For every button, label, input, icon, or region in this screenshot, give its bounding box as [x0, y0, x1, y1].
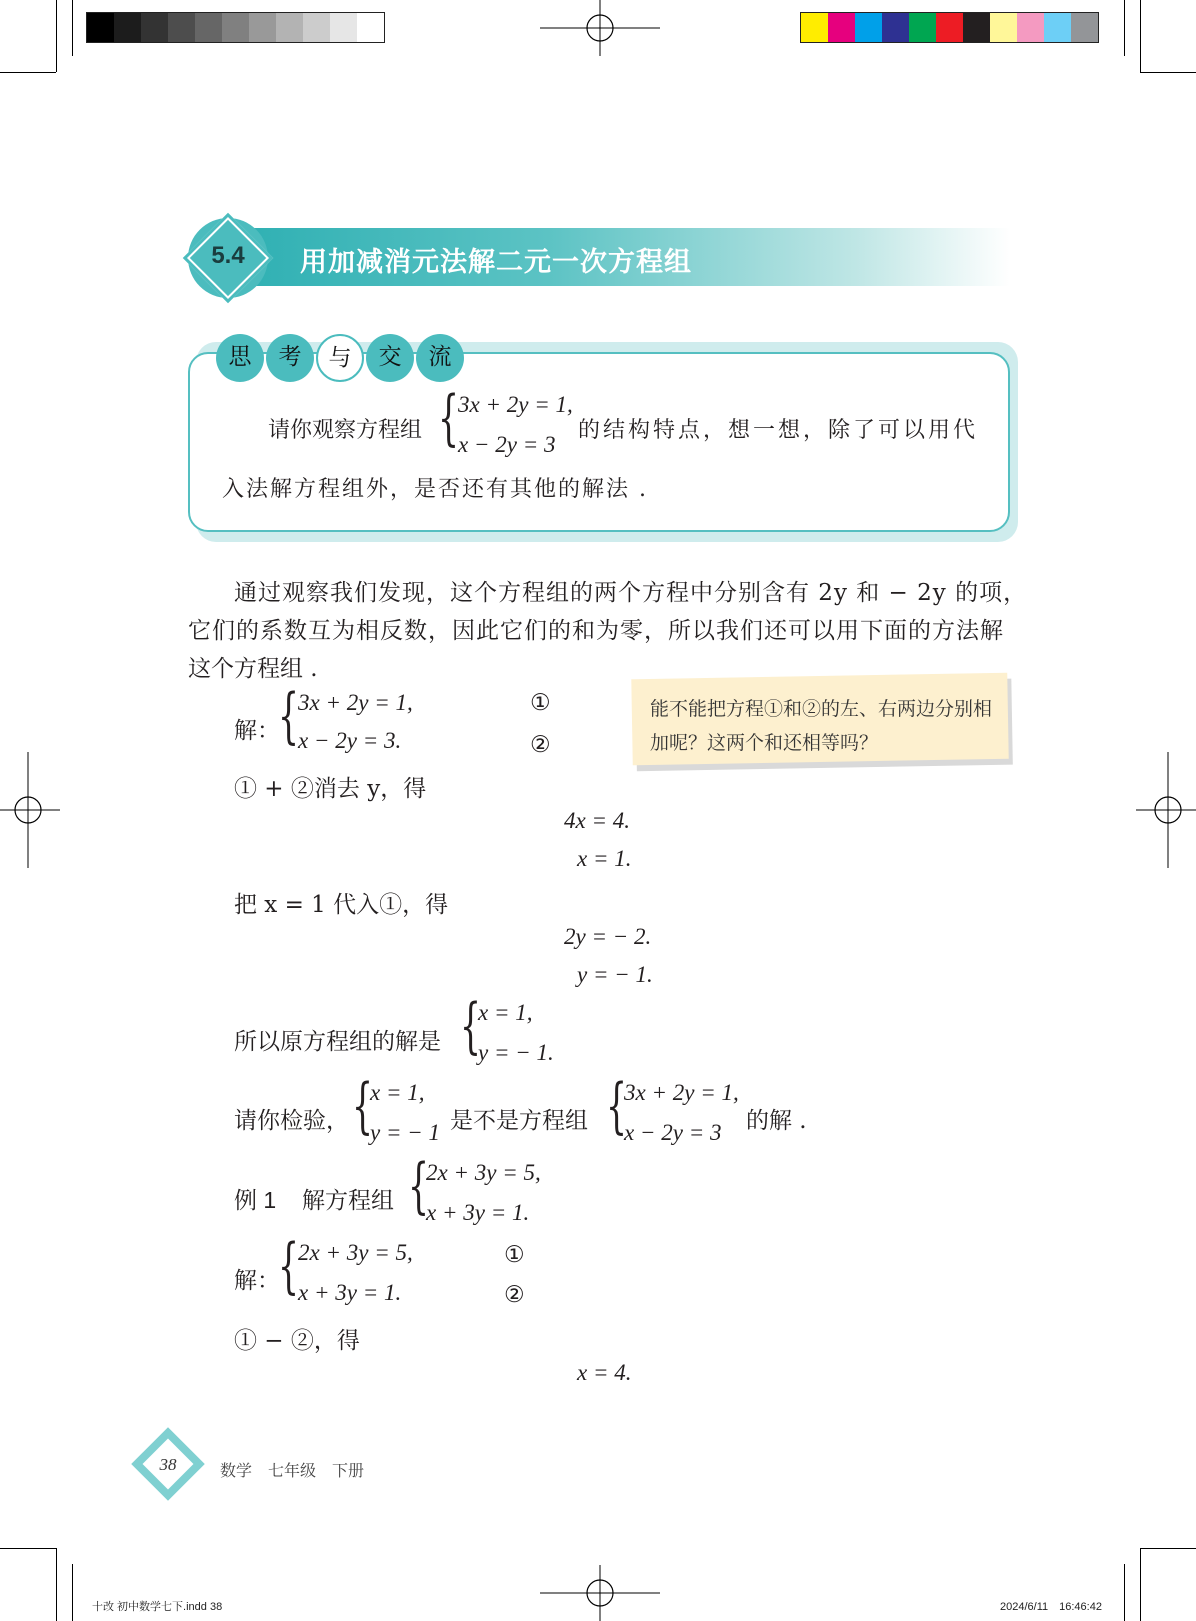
- gray-swatch: [222, 13, 249, 42]
- conclusion-eq2: y = − 1.: [478, 1040, 554, 1065]
- registration-mark-left: [0, 752, 60, 868]
- registration-mark-right: [1136, 752, 1196, 868]
- conclusion-eq1: x = 1,: [478, 1000, 533, 1025]
- think-line1-post: 的结构特点，想一想，除了可以用代: [578, 418, 979, 443]
- gray-swatch: [87, 13, 114, 42]
- result-4x: 4x = 4.: [564, 808, 630, 833]
- think-line2: 入法解方程组外，是否还有其他的解法 .: [222, 477, 648, 502]
- grayscale-color-bar: [86, 12, 385, 43]
- example-task: 解方程组: [302, 1188, 394, 1214]
- example-step: ① − ②，得: [234, 1328, 360, 1354]
- gray-swatch: [249, 13, 276, 42]
- conclusion-text: 所以原方程组的解是: [234, 1029, 441, 1055]
- color-swatch: [936, 13, 963, 42]
- registration-mark-bottom: [540, 1565, 660, 1621]
- paragraph-line-1: 通过观察我们发现，这个方程组的两个方程中分别含有 2y 和 − 2y 的项，: [234, 580, 1028, 606]
- section-title: 用加减消元法解二元一次方程组: [300, 247, 692, 277]
- think-badge-1: 思: [216, 334, 264, 382]
- check-eq2: y = − 1: [370, 1120, 440, 1145]
- slug-timestamp: 2024/6/11 16:46:42: [1000, 1601, 1102, 1613]
- color-swatch: [801, 13, 828, 42]
- gray-swatch: [195, 13, 222, 42]
- check-system-eq2: x − 2y = 3: [624, 1120, 722, 1145]
- equation-mark-1: ①: [530, 690, 551, 716]
- paragraph-line-3: 这个方程组 .: [188, 656, 318, 682]
- color-swatch: [1017, 13, 1044, 42]
- color-swatch: [990, 13, 1017, 42]
- example-mark-1: ①: [504, 1242, 525, 1268]
- cmyk-color-bar: [800, 12, 1099, 43]
- check-text: 请你检验，: [234, 1108, 349, 1134]
- color-swatch: [909, 13, 936, 42]
- color-swatch: [1071, 13, 1098, 42]
- gray-swatch: [303, 13, 330, 42]
- color-swatch: [855, 13, 882, 42]
- gray-swatch: [357, 13, 384, 42]
- step-add: ① + ②消去 y，得: [234, 776, 427, 802]
- result-2y: 2y = − 2.: [564, 924, 652, 949]
- gray-swatch: [168, 13, 195, 42]
- think-badge-5: 流: [416, 334, 464, 382]
- example-label: 例 1: [234, 1187, 277, 1213]
- example-result: x = 4.: [577, 1360, 632, 1385]
- example-solution-eq2: x + 3y = 1.: [298, 1280, 402, 1305]
- slug-filename: 十改 初中数学七下.indd 38: [92, 1601, 223, 1613]
- gray-swatch: [114, 13, 141, 42]
- think-badge-3: 与: [316, 334, 364, 382]
- section-number: 5.4: [211, 242, 245, 269]
- color-swatch: [828, 13, 855, 42]
- think-eq2: x − 2y = 3: [458, 432, 556, 457]
- solution-eq2: x − 2y = 3.: [298, 728, 402, 753]
- think-badge-2: 考: [266, 334, 314, 382]
- color-swatch: [963, 13, 990, 42]
- paragraph-line-2: 它们的系数互为相反数，因此它们的和为零，所以我们还可以用下面的方法解: [188, 618, 1004, 644]
- check-eq1: x = 1,: [370, 1080, 425, 1105]
- footer-subject: 数学 七年级 下册: [220, 1463, 365, 1480]
- result-y: y = − 1.: [577, 962, 653, 987]
- example-solution-label: 解：: [234, 1268, 280, 1294]
- check-mid-text: 是不是方程组: [450, 1108, 588, 1134]
- gray-swatch: [276, 13, 303, 42]
- gray-swatch: [141, 13, 168, 42]
- page-number: 38: [159, 1455, 177, 1474]
- color-swatch: [1044, 13, 1071, 42]
- check-post-text: 的解 .: [746, 1108, 807, 1134]
- example-solution-eq1: 2x + 3y = 5,: [298, 1240, 413, 1265]
- example-mark-2: ②: [504, 1282, 525, 1308]
- step-substitute: 把 x = 1 代入①，得: [234, 892, 449, 918]
- example-eq2: x + 3y = 1.: [426, 1200, 530, 1225]
- check-system-eq1: 3x + 2y = 1,: [624, 1080, 739, 1105]
- sticky-note-text: 能不能把方程①和②的左、右两边分别相加呢？这两个和还相等吗？: [650, 698, 993, 754]
- example-eq1: 2x + 3y = 5,: [426, 1160, 541, 1185]
- brace: {: [438, 383, 460, 453]
- equation-mark-2: ②: [530, 732, 551, 758]
- solution-eq1: 3x + 2y = 1,: [298, 690, 413, 715]
- solution-label: 解：: [234, 718, 280, 744]
- think-badge-4: 交: [366, 334, 414, 382]
- result-x: x = 1.: [577, 846, 632, 871]
- think-eq1: 3x + 2y = 1,: [458, 392, 573, 417]
- color-swatch: [882, 13, 909, 42]
- think-line1-pre: 请你观察方程组: [268, 418, 423, 443]
- gray-swatch: [330, 13, 357, 42]
- registration-mark-top: [540, 0, 660, 56]
